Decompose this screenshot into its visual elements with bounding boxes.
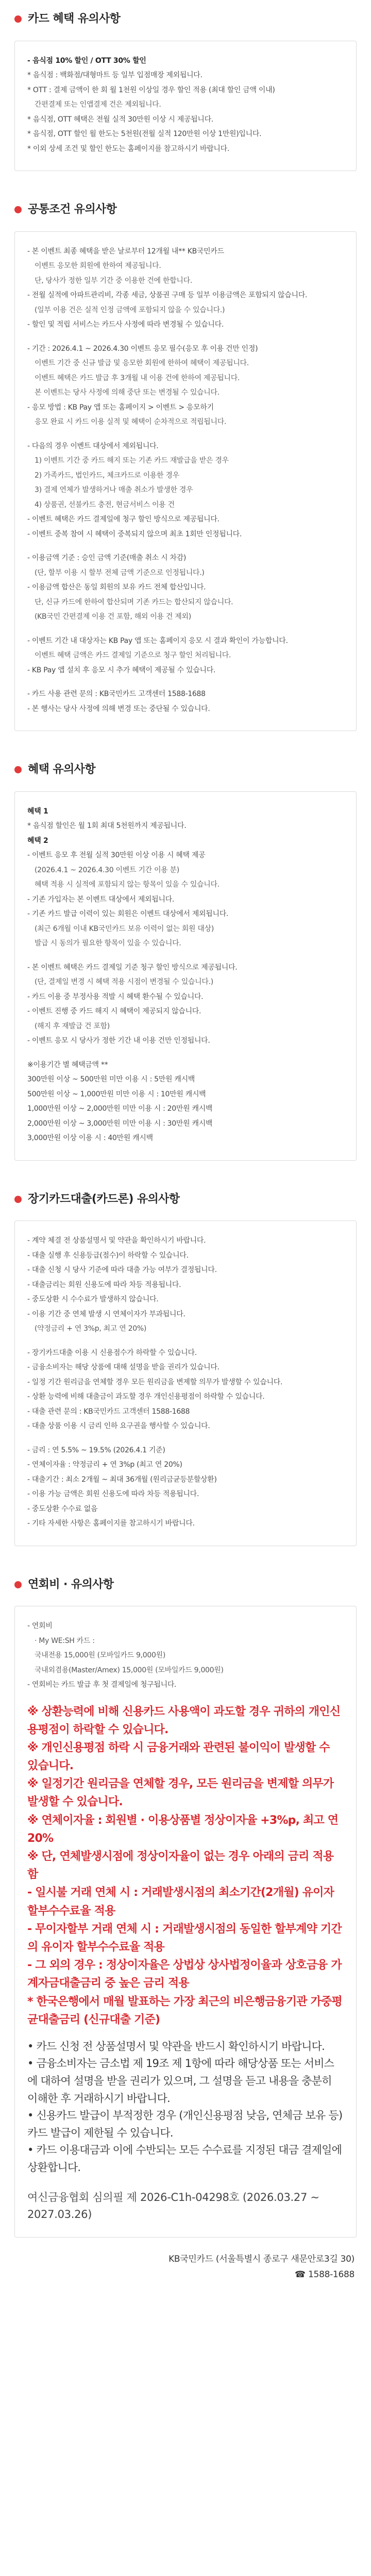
- notice-line: - 이벤트 응모 시 당사가 정한 기간 내 이용 건만 인정됩니다.: [27, 1037, 210, 1045]
- notice-line: - 기존 카드 발급 이력이 있는 회원은 이벤트 대상에서 제외됩니다.: [27, 910, 229, 918]
- notice-line: 간편결제 또는 인앱결제 건은 제외됩니다.: [35, 100, 161, 109]
- notice-box: [14, 1221, 357, 1546]
- notice-line: * OTT : 결제 금액이 한 회 월 1천원 이상일 경우 할인 적용 (최대 할인 금액 이내): [27, 86, 275, 94]
- notice-line: 혜택 적용 시 실적에 포함되지 않는 항목이 있을 수 있습니다.: [35, 880, 220, 889]
- notice-line: ※이용기간 별 혜택금액 **: [27, 1060, 108, 1069]
- notice-line: - 기간 : 2026.4.1 ~ 2026.4.30 이벤트 응모 필수(응모 후 이용 건만 인정): [27, 344, 258, 353]
- warning-line: ※ 일정기간 원리금을 연체할 경우, 모든 원리금을 변제할 의무가 발생할 수 있습니다.: [27, 1777, 334, 1809]
- notice-line: - KB Pay 앱 설치 후 응모 시 추가 혜택이 제공될 수 있습니다.: [27, 666, 216, 674]
- phone-icon: ☎: [295, 2269, 306, 2280]
- warning-line: - 무이자할부 거래 연체 시 : 거래발생시점의 동일한 할부계약 기간의 유이자 할부수수료율 적용: [27, 1922, 342, 1954]
- notice-line: 응모 완료 시 카드 이용 실적 및 혜택이 순차적으로 적립됩니다.: [35, 418, 227, 426]
- card-benefits-section: [14, 0, 357, 171]
- company-address: KB국민카드 (서울특별시 종로구 새문안로3길 30): [168, 2253, 355, 2264]
- notice-line: - 중도상환 수수료 없음: [27, 1504, 98, 1513]
- notice-line: * 음식점, OTT 혜택은 전월 실적 30만원 이상 시 제공됩니다.: [27, 115, 214, 124]
- notice-box: [14, 41, 357, 172]
- common-section: [14, 171, 357, 731]
- notice-line: - 본 이벤트 혜택은 카드 결제일 기준 청구 할인 방식으로 제공됩니다.: [27, 963, 238, 972]
- section-title: 공통조건 유의사항: [14, 200, 357, 220]
- bullet-dot-icon: [14, 15, 22, 23]
- notice-line: 이벤트 혜택 금액은 카드 결제일 기준으로 청구 할인 처리됩니다.: [35, 651, 231, 659]
- notice-line: (단, 할부 이용 시 할부 전체 금액 기준으로 인정됩니다.): [35, 568, 205, 577]
- notice-line: 500만원 이상 ~ 1,000만원 미만 이용 시 : 10만원 캐시백: [27, 1090, 206, 1098]
- notice-line: - 금융소비자는 해당 상품에 대해 설명을 받을 권리가 있습니다.: [27, 1363, 220, 1371]
- bullet-dot-icon: [14, 1196, 22, 1203]
- notice-line: - 대출 상품 이용 시 금리 인하 요구권을 행사할 수 있습니다.: [27, 1422, 210, 1430]
- footer: [14, 2238, 357, 2303]
- notice-line: - 음식점 10% 할인 / OTT 30% 할인: [27, 56, 146, 65]
- notice-line: - 다음의 경우 이벤트 대상에서 제외됩니다.: [27, 442, 159, 450]
- notice-line: - 일정 기간 원리금을 연체할 경우 모든 원리금을 변제할 의무가 발생할 수 있습니다.: [27, 1378, 283, 1386]
- notice-line: 이벤트 기간 중 신규 발급 및 응모한 회원에 한하여 혜택이 제공됩니다.: [35, 359, 249, 367]
- warning-line: ※ 연체이자율 : 회원별 · 이용상품별 정상이자율 +3%p, 최고 연 20%: [27, 1814, 339, 1845]
- warning-line: - 일시불 거래 연체 시 : 거래발생시점의 최소기간(2개월) 유이자 할부수수료율 적용: [27, 1886, 334, 1918]
- bullet-dot-icon: [14, 1581, 22, 1588]
- notice-line: - 연회비는 카드 발급 후 첫 결제일에 청구됩니다.: [27, 1681, 177, 1689]
- notice-line: * 음식점 : 백화점/대형마트 등 일부 입점매장 제외됩니다.: [27, 71, 203, 79]
- notice-line: - 카드 이용 중 부정사용 적발 시 혜택 환수될 수 있습니다.: [27, 992, 204, 1001]
- benefit-notice-section: [14, 731, 357, 1161]
- notice-line: 1) 이벤트 기간 중 카드 해지 또는 기존 카드 재발급을 받은 경우: [35, 456, 229, 465]
- notice-line: · My WE:SH 카드 :: [35, 1636, 95, 1645]
- notice-line: 1,000만원 이상 ~ 2,000만원 미만 이용 시 : 20만원 캐시백: [27, 1105, 213, 1113]
- section-title: 혜택 유의사항: [14, 760, 357, 780]
- notice-line: (해지 후 재발급 건 포함): [35, 1022, 110, 1030]
- notice-line: - 이벤트 기간 내 대상자는 KB Pay 앱 또는 홈페이지 응모 시 결과 확인이 가능합니다.: [27, 636, 288, 645]
- notice-line: - 기존 가입자는 본 이벤트 대상에서 제외됩니다.: [27, 895, 175, 904]
- notice-line: - 대출금리는 회원 신용도에 따라 차등 적용됩니다.: [27, 1280, 181, 1289]
- notice-line: - 대출기간 : 최소 2개월 ~ 최대 36개월 (원리금균등분할상환): [27, 1475, 217, 1484]
- notice-line: * 음식점, OTT 할인 월 한도는 5천원(전월 실적 120만원 이상 1만원)입니다.: [27, 130, 262, 138]
- notice-line: - 할인 및 적립 서비스는 카드사 사정에 따라 변경될 수 있습니다.: [27, 320, 224, 329]
- notice-line: - 연체이자율 : 약정금리 + 연 3%p (최고 연 20%): [27, 1461, 182, 1469]
- notice-line: - 금리 : 연 5.5% ~ 19.5% (2026.4.1 기준): [27, 1446, 165, 1454]
- notice-line: - 기타 자세한 사항은 홈페이지를 참고하시기 바랍니다.: [27, 1519, 195, 1528]
- long-term-loan-section: [14, 1161, 357, 1546]
- notice-line: (KB국민 간편결제 이용 건 포함, 해외 이용 건 제외): [35, 613, 191, 621]
- notice-line: - 이벤트 중복 참여 시 혜택이 중복되지 않으며 최초 1회만 인정됩니다.: [27, 530, 242, 538]
- notice-line: 단, 신규 카드에 한하여 합산되며 기존 카드는 합산되지 않습니다.: [35, 598, 233, 606]
- warning-line: - 그 외의 경우 : 정상이자율은 상법상 상사법정이율과 상호금융 가계자금대출금리 중 높은 금리 적용: [27, 1959, 342, 1990]
- notice-line: 3) 결제 연체가 발생하거나 매출 취소가 발생한 경우: [35, 486, 193, 494]
- notice-line: 본 이벤트는 당사 사정에 의해 중단 또는 변경될 수 있습니다.: [35, 388, 220, 397]
- warning-line: ※ 개인신용평점 하락 시 금융거래와 관련된 불이익이 발생할 수 있습니다.: [27, 1741, 330, 1773]
- note-line: • 카드 신청 전 상품설명서 및 약관을 반드시 확인하시기 바랍니다.: [27, 2040, 325, 2053]
- notice-box: [14, 1606, 357, 2238]
- notice-line: 2,000만원 이상 ~ 3,000만원 미만 이용 시 : 30만원 캐시백: [27, 1119, 213, 1128]
- section-title: 연회비 · 유의사항: [14, 1575, 357, 1595]
- notice-line: - 대출 관련 문의 : KB국민카드 고객센터 1588-1688: [27, 1407, 190, 1416]
- notice-line: 혜택 2: [27, 836, 48, 845]
- notice-line: - 본 이벤트 최종 혜택을 받은 날로부터 12개월 내** KB국민카드: [27, 247, 224, 256]
- notice-line: * 음식점 할인은 월 1회 최대 5천원까지 제공됩니다.: [27, 822, 187, 830]
- notice-line: - 상환 능력에 비해 대출금이 과도할 경우 개인신용평점이 하락할 수 있습니다.: [27, 1393, 265, 1401]
- notice-line: - 이벤트 혜택은 카드 결제일에 청구 할인 방식으로 제공됩니다.: [27, 515, 220, 523]
- bullet-dot-icon: [14, 766, 22, 773]
- notice-line: 발급 시 동의가 필요한 항목이 있을 수 있습니다.: [35, 939, 181, 947]
- warning-line: * 한국은행에서 매월 발표하는 가장 최근의 비은행금융기관 가중평균대출금리 (신규대출 기준): [27, 1995, 342, 2026]
- notice-line: - 대출 실행 후 신용등급(점수)이 하락할 수 있습니다.: [27, 1251, 189, 1260]
- notice-line: - 연회비: [27, 1622, 53, 1630]
- notice-line: 국내외겸용(Master/Amex) 15,000원 (모바일카드 9,000원): [35, 1666, 224, 1674]
- notice-line: * 이외 상세 조건 및 할인 한도는 홈페이지를 참고하시기 바랍니다.: [27, 144, 230, 153]
- notice-line: - 장기카드대출 이용 시 신용점수가 하락할 수 있습니다.: [27, 1348, 197, 1357]
- warning-line: ※ 상환능력에 비해 신용카드 사용액이 과도할 경우 귀하의 개인신용평점이 하락할 수 있습니다.: [27, 1705, 341, 1736]
- notice-line: - 계약 체결 전 상품설명서 및 약관을 확인하시기 바랍니다.: [27, 1236, 206, 1245]
- note-line: • 카드 이용대금과 이에 수반되는 모든 수수료를 지정된 대금 결제일에 상환합니다.: [27, 2144, 342, 2174]
- notice-line: - 이용 기간 중 연체 발생 시 연체이자가 부과됩니다.: [27, 1310, 185, 1318]
- notice-line: (최근 6개월 이내 KB국민카드 보유 이력이 없는 회원 대상): [35, 924, 214, 933]
- notice-line: - 이벤트 진행 중 카드 해지 시 혜택이 제공되지 않습니다.: [27, 1007, 201, 1015]
- notice-line: 이벤트 혜택은 카드 발급 후 3개월 내 이용 건에 한하여 제공됩니다.: [35, 374, 240, 382]
- notice-line: 이벤트 응모한 회원에 한하여 제공됩니다.: [35, 262, 161, 270]
- note-line: • 금융소비자는 금소법 제 19조 제 1항에 따라 해당상품 또는 서비스에 대하여 설명을 받을 권리가 있으며, 그 설명을 듣고 내용을 충분히 이해한 후 거래하시기 바랍니다.: [27, 2057, 334, 2105]
- fee-notice-section: [14, 1546, 357, 2238]
- notice-line: 4) 상품권, 선불카드 충전, 현금서비스 이용 건: [35, 500, 175, 509]
- notice-line: - 응모 방법 : KB Pay 앱 또는 홈페이지 > 이벤트 > 응모하기: [27, 403, 214, 412]
- notice-line: 3,000만원 이상 이용 시 : 40만원 캐시백: [27, 1134, 153, 1142]
- notice-line: 혜택 1: [27, 807, 48, 816]
- notice-line: (약정금리 + 연 3%p, 최고 연 20%): [35, 1325, 147, 1333]
- approval-number: 여신금융협회 심의필 제 2026-C1h-04298호 (2026.03.27 ~ 2027.03.26): [27, 2191, 319, 2221]
- notice-line: 2) 가족카드, 법인카드, 체크카드로 이용한 경우: [35, 471, 179, 480]
- customer-center: [14, 2267, 355, 2283]
- phone-number[interactable]: 1588-1688: [308, 2269, 355, 2280]
- notice-box: [14, 231, 357, 732]
- notice-line: (2026.4.1 ~ 2026.4.30 이벤트 기간 이용 분): [35, 866, 179, 874]
- notice-line: 국내전용 15,000원 (모바일카드 9,000원): [35, 1651, 166, 1659]
- notice-line: - 중도상환 시 수수료가 발생하지 않습니다.: [27, 1295, 159, 1303]
- warning-line: ※ 단, 연체발생시점에 정상이자율이 없는 경우 아래의 금리 적용함: [27, 1850, 334, 1882]
- notice-line: - 이용금액 합산은 동일 회원의 보유 카드 전체 합산입니다.: [27, 583, 206, 591]
- notice-line: 300만원 이상 ~ 500만원 미만 이용 시 : 5만원 캐시백: [27, 1075, 195, 1083]
- section-title: 카드 혜택 유의사항: [14, 9, 357, 29]
- notice-line: - 전월 실적에 아파트관리비, 각종 세금, 상품권 구매 등 일부 이용금액은 포함되지 않습니다.: [27, 291, 308, 299]
- notice-line: - 이벤트 응모 후 전월 실적 30만원 이상 이용 시 혜택 제공: [27, 851, 206, 859]
- notice-line: - 이용 가능 금액은 회원 신용도에 따라 차등 적용됩니다.: [27, 1490, 199, 1498]
- notice-line: - 본 행사는 당사 사정에 의해 변경 또는 중단될 수 있습니다.: [27, 704, 210, 713]
- notice-line: (일부 이용 건은 실적 인정 금액에 포함되지 않을 수 있습니다.): [35, 306, 225, 314]
- notice-box: [14, 791, 357, 1161]
- notice-line: - 카드 사용 관련 문의 : KB국민카드 고객센터 1588-1688: [27, 690, 206, 698]
- notice-line: 단, 당사가 정한 일부 기간 중 이용한 건에 한합니다.: [35, 276, 192, 285]
- bullet-dot-icon: [14, 206, 22, 213]
- note-line: • 신용카드 발급이 부적정한 경우 (개인신용평점 낮음, 연체금 보유 등) 카드 발급이 제한될 수 있습니다.: [27, 2109, 343, 2139]
- section-title: 장기카드대출(카드론) 유의사항: [14, 1190, 357, 1210]
- notice-line: - 대출 신청 시 당사 기준에 따라 대출 가능 여부가 결정됩니다.: [27, 1266, 217, 1274]
- notice-line: (단, 결제일 변경 시 혜택 적용 시점이 변경될 수 있습니다.): [35, 978, 213, 986]
- notice-line: - 이용금액 기준 : 승인 금액 기준(매출 취소 시 차감): [27, 554, 187, 562]
